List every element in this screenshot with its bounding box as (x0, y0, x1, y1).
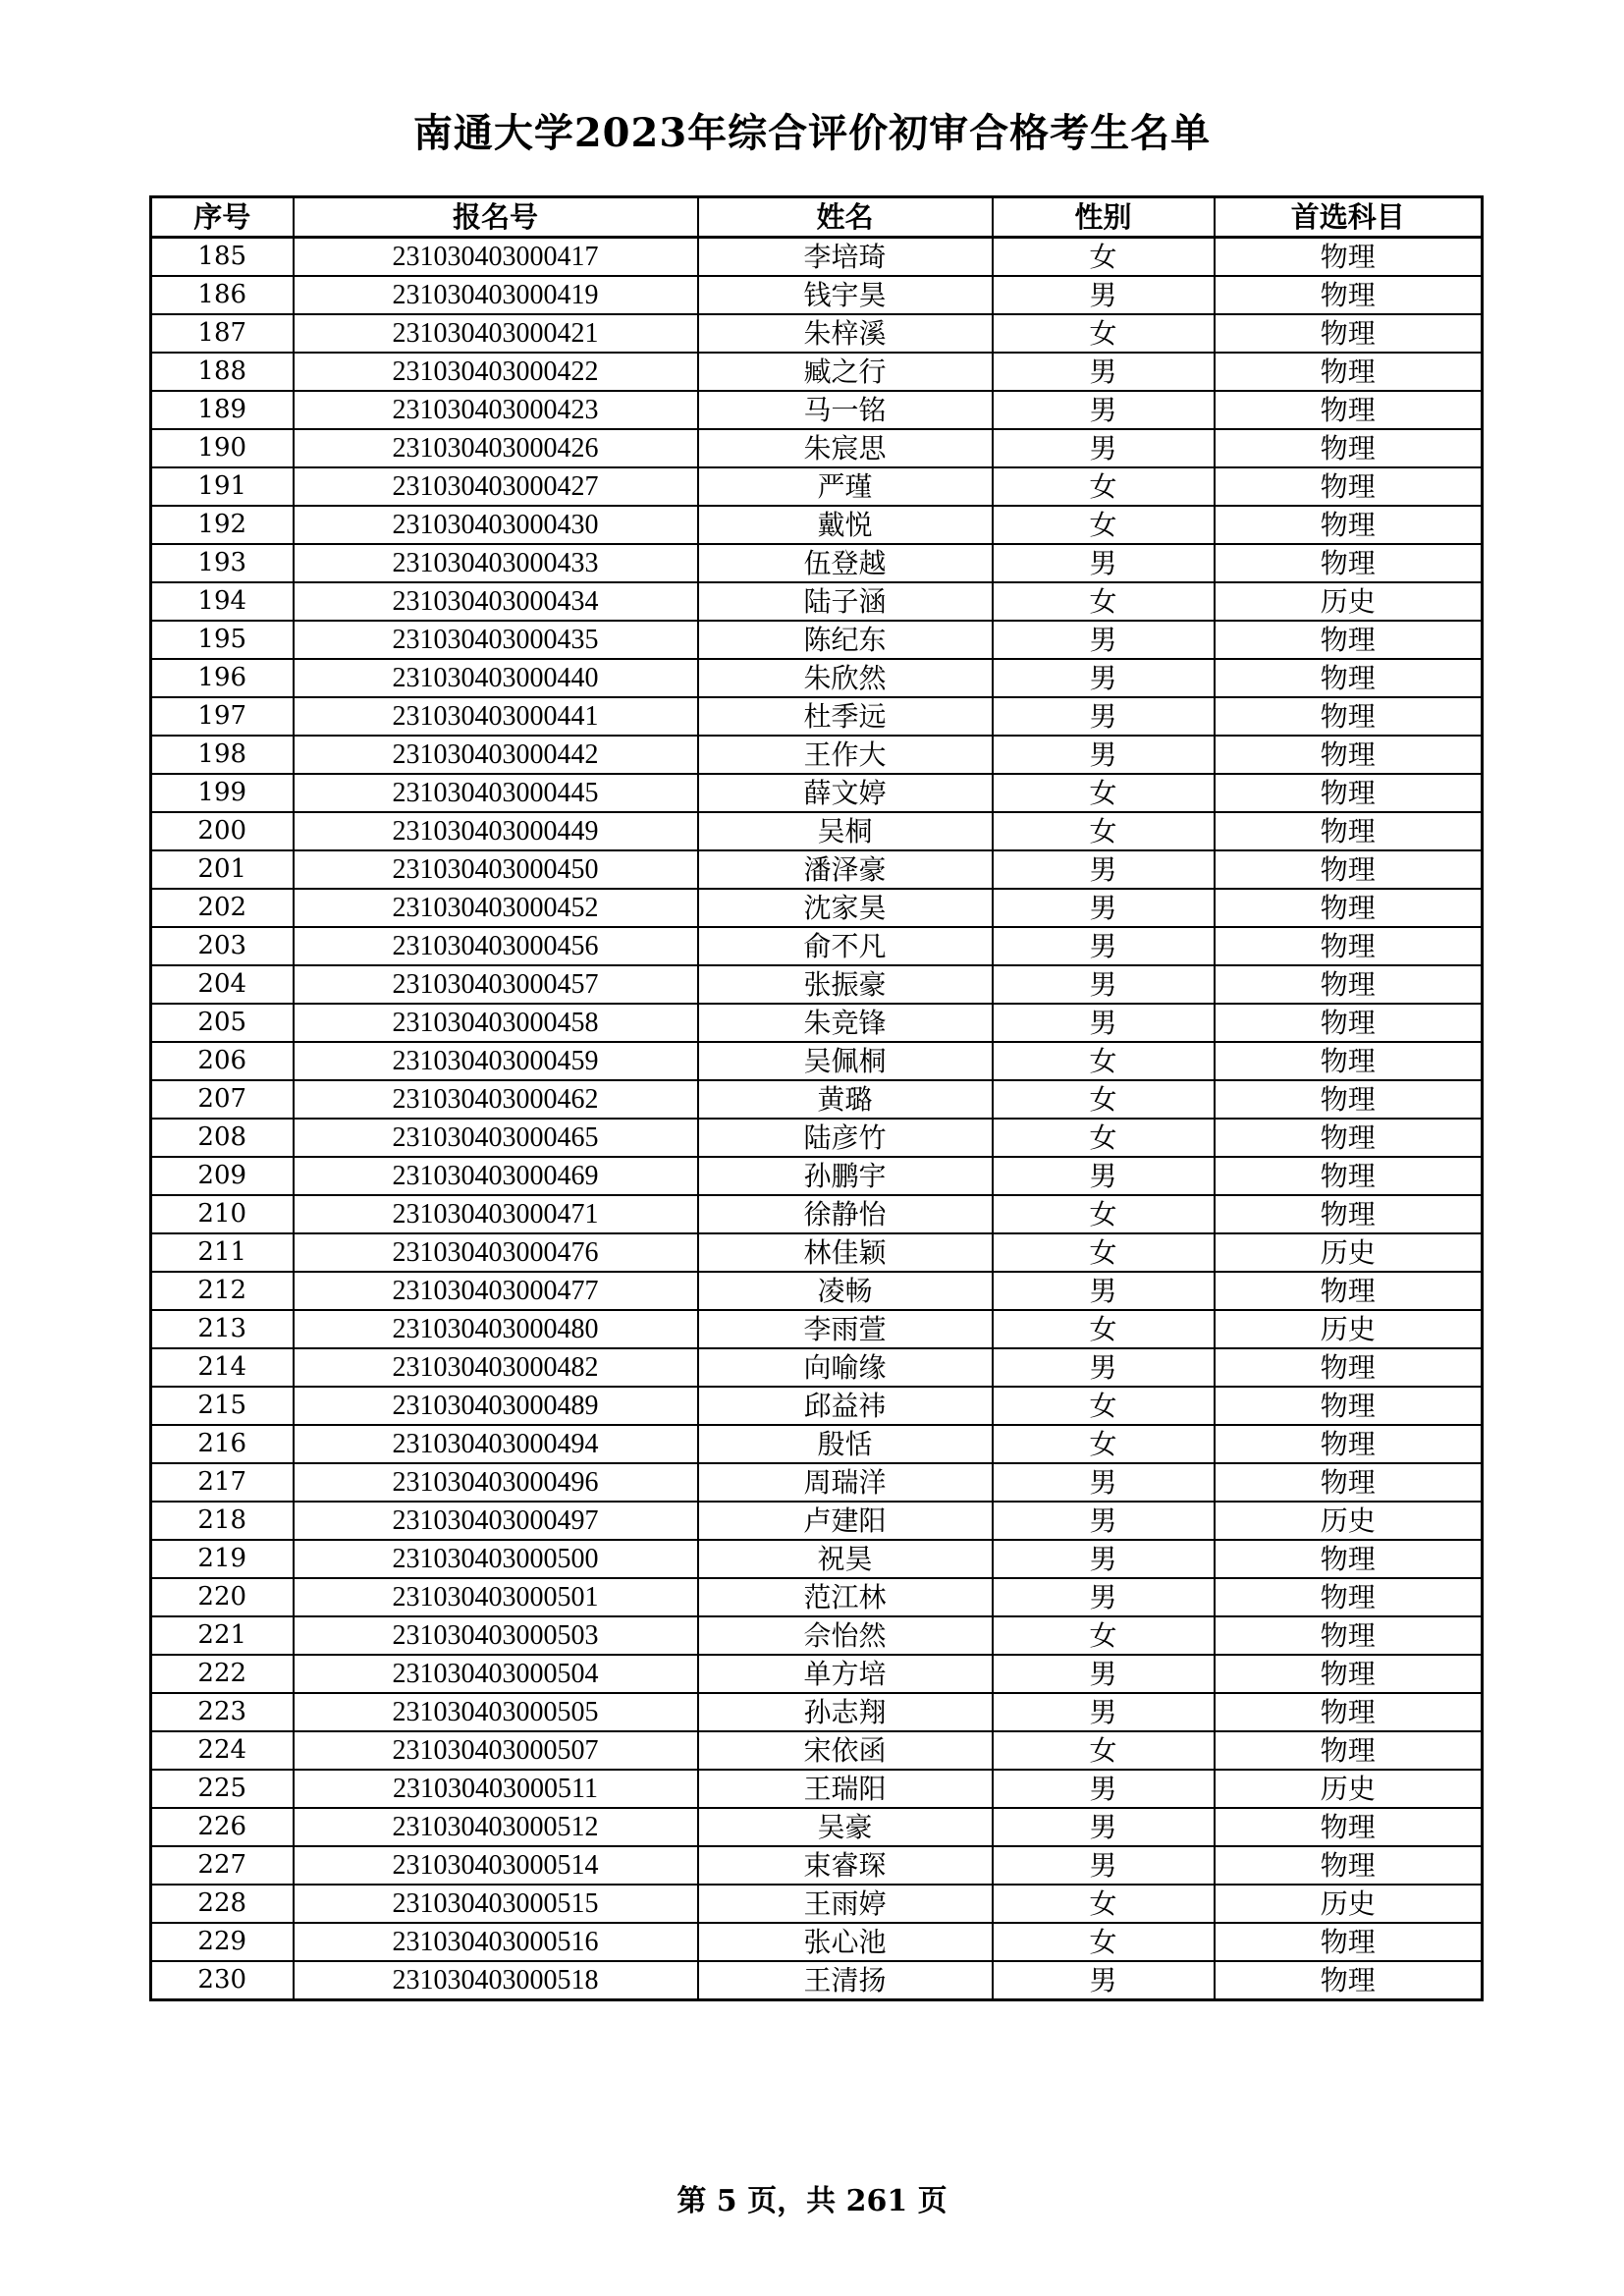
cell-subject: 物理 (1215, 467, 1483, 506)
cell-name: 凌畅 (698, 1272, 993, 1310)
cell-seq: 219 (151, 1540, 294, 1578)
cell-name: 朱梓溪 (698, 314, 993, 353)
cell-name: 朱宸思 (698, 429, 993, 467)
cell-subject: 物理 (1215, 1004, 1483, 1042)
cell-seq: 230 (151, 1961, 294, 2000)
cell-seq: 202 (151, 889, 294, 927)
cell-registration-number: 231030403000450 (294, 850, 698, 889)
cell-gender: 女 (993, 812, 1215, 850)
table-row (151, 1540, 1483, 1578)
cell-registration-number: 231030403000435 (294, 621, 698, 659)
cell-gender: 男 (993, 429, 1215, 467)
cell-seq: 215 (151, 1387, 294, 1425)
cell-name: 吴桐 (698, 812, 993, 850)
table-row (151, 1808, 1483, 1846)
cell-subject: 物理 (1215, 621, 1483, 659)
cell-subject: 物理 (1215, 391, 1483, 429)
cell-subject: 物理 (1215, 697, 1483, 736)
cell-name: 张心池 (698, 1923, 993, 1961)
cell-subject: 物理 (1215, 1157, 1483, 1195)
cell-name: 周瑞洋 (698, 1463, 993, 1502)
table-row (151, 965, 1483, 1004)
cell-subject: 物理 (1215, 353, 1483, 391)
cell-name: 薛文婷 (698, 774, 993, 812)
cell-name: 宋依函 (698, 1731, 993, 1770)
cell-gender: 男 (993, 391, 1215, 429)
cell-gender: 男 (993, 1502, 1215, 1540)
cell-seq: 198 (151, 736, 294, 774)
cell-gender: 男 (993, 736, 1215, 774)
cell-registration-number: 231030403000433 (294, 544, 698, 582)
header-name: 姓名 (698, 197, 993, 238)
cell-name: 张振豪 (698, 965, 993, 1004)
cell-subject: 物理 (1215, 1540, 1483, 1578)
cell-registration-number: 231030403000459 (294, 1042, 698, 1080)
table-body (151, 238, 1483, 2000)
cell-gender: 女 (993, 1195, 1215, 1233)
cell-subject: 物理 (1215, 1578, 1483, 1616)
cell-name: 范江林 (698, 1578, 993, 1616)
cell-gender: 男 (993, 1272, 1215, 1310)
cell-name: 李雨萱 (698, 1310, 993, 1348)
table-row (151, 1272, 1483, 1310)
cell-seq: 214 (151, 1348, 294, 1387)
table-row (151, 774, 1483, 812)
cell-registration-number: 231030403000516 (294, 1923, 698, 1961)
header-gender: 性别 (993, 197, 1215, 238)
cell-name: 向喻缘 (698, 1348, 993, 1387)
cell-gender: 男 (993, 1157, 1215, 1195)
cell-name: 孙志翔 (698, 1693, 993, 1731)
table-row (151, 1387, 1483, 1425)
page-footer: 第 5 页，共 261 页 (677, 2184, 947, 2218)
cell-subject: 物理 (1215, 774, 1483, 812)
cell-registration-number: 231030403000497 (294, 1502, 698, 1540)
cell-name: 卢建阳 (698, 1502, 993, 1540)
table-row (151, 1616, 1483, 1655)
cell-subject: 物理 (1215, 850, 1483, 889)
table-row (151, 1923, 1483, 1961)
cell-registration-number: 231030403000426 (294, 429, 698, 467)
cell-name: 束睿琛 (698, 1846, 993, 1885)
cell-seq: 203 (151, 927, 294, 965)
cell-name: 徐静怡 (698, 1195, 993, 1233)
cell-registration-number: 231030403000503 (294, 1616, 698, 1655)
cell-seq: 217 (151, 1463, 294, 1502)
table-row (151, 238, 1483, 277)
cell-seq: 186 (151, 276, 294, 314)
cell-gender: 男 (993, 544, 1215, 582)
cell-registration-number: 231030403000434 (294, 582, 698, 621)
cell-seq: 187 (151, 314, 294, 353)
cell-registration-number: 231030403000422 (294, 353, 698, 391)
cell-name: 孙鹏宇 (698, 1157, 993, 1195)
cell-seq: 201 (151, 850, 294, 889)
table-row (151, 353, 1483, 391)
cell-gender: 女 (993, 1923, 1215, 1961)
cell-seq: 188 (151, 353, 294, 391)
cell-registration-number: 231030403000430 (294, 506, 698, 544)
cell-gender: 女 (993, 1387, 1215, 1425)
candidate-table (149, 195, 1484, 2001)
cell-seq: 216 (151, 1425, 294, 1463)
cell-name: 吴佩桐 (698, 1042, 993, 1080)
header-seq: 序号 (151, 197, 294, 238)
cell-registration-number: 231030403000427 (294, 467, 698, 506)
cell-subject: 物理 (1215, 1693, 1483, 1731)
cell-subject: 物理 (1215, 736, 1483, 774)
cell-subject: 物理 (1215, 314, 1483, 353)
cell-registration-number: 231030403000500 (294, 1540, 698, 1578)
cell-subject: 物理 (1215, 544, 1483, 582)
cell-subject: 物理 (1215, 1272, 1483, 1310)
cell-subject: 物理 (1215, 1425, 1483, 1463)
cell-registration-number: 231030403000441 (294, 697, 698, 736)
table-row (151, 276, 1483, 314)
cell-subject: 物理 (1215, 1923, 1483, 1961)
cell-subject: 物理 (1215, 1655, 1483, 1693)
table-row (151, 850, 1483, 889)
cell-seq: 228 (151, 1885, 294, 1923)
table-row (151, 927, 1483, 965)
cell-gender: 女 (993, 1731, 1215, 1770)
cell-subject: 物理 (1215, 812, 1483, 850)
cell-gender: 男 (993, 353, 1215, 391)
cell-name: 戴悦 (698, 506, 993, 544)
cell-seq: 193 (151, 544, 294, 582)
cell-registration-number: 231030403000419 (294, 276, 698, 314)
cell-registration-number: 231030403000507 (294, 1731, 698, 1770)
cell-name: 臧之行 (698, 353, 993, 391)
cell-name: 林佳颖 (698, 1233, 993, 1272)
cell-seq: 204 (151, 965, 294, 1004)
cell-subject: 物理 (1215, 276, 1483, 314)
table-row (151, 544, 1483, 582)
cell-name: 王雨婷 (698, 1885, 993, 1923)
cell-name: 李培琦 (698, 238, 993, 277)
cell-seq: 196 (151, 659, 294, 697)
table-row (151, 1233, 1483, 1272)
cell-registration-number: 231030403000421 (294, 314, 698, 353)
table-row (151, 1961, 1483, 2000)
cell-gender: 男 (993, 1655, 1215, 1693)
cell-subject: 物理 (1215, 1042, 1483, 1080)
cell-seq: 210 (151, 1195, 294, 1233)
cell-name: 王清扬 (698, 1961, 993, 2000)
cell-gender: 男 (993, 850, 1215, 889)
cell-registration-number: 231030403000452 (294, 889, 698, 927)
cell-name: 陆彦竹 (698, 1119, 993, 1157)
table-row (151, 1770, 1483, 1808)
cell-registration-number: 231030403000471 (294, 1195, 698, 1233)
cell-seq: 226 (151, 1808, 294, 1846)
table-header-row (151, 197, 1483, 238)
cell-seq: 200 (151, 812, 294, 850)
cell-registration-number: 231030403000505 (294, 1693, 698, 1731)
cell-subject: 物理 (1215, 1961, 1483, 2000)
cell-subject: 物理 (1215, 506, 1483, 544)
cell-registration-number: 231030403000496 (294, 1463, 698, 1502)
table-row (151, 659, 1483, 697)
cell-name: 严瑾 (698, 467, 993, 506)
cell-gender: 男 (993, 621, 1215, 659)
cell-seq: 195 (151, 621, 294, 659)
table-row (151, 1502, 1483, 1540)
table-row (151, 621, 1483, 659)
cell-gender: 男 (993, 659, 1215, 697)
cell-seq: 221 (151, 1616, 294, 1655)
table-row (151, 1693, 1483, 1731)
cell-registration-number: 231030403000514 (294, 1846, 698, 1885)
cell-gender: 女 (993, 1616, 1215, 1655)
table-row (151, 812, 1483, 850)
cell-gender: 男 (993, 1961, 1215, 2000)
table-row (151, 1425, 1483, 1463)
cell-gender: 女 (993, 774, 1215, 812)
cell-gender: 男 (993, 697, 1215, 736)
cell-name: 佘怡然 (698, 1616, 993, 1655)
cell-seq: 223 (151, 1693, 294, 1731)
cell-seq: 197 (151, 697, 294, 736)
table-row (151, 1157, 1483, 1195)
cell-subject: 历史 (1215, 1885, 1483, 1923)
cell-subject: 物理 (1215, 1195, 1483, 1233)
cell-subject: 物理 (1215, 927, 1483, 965)
cell-gender: 男 (993, 1540, 1215, 1578)
cell-subject: 物理 (1215, 1616, 1483, 1655)
cell-subject: 历史 (1215, 582, 1483, 621)
cell-seq: 185 (151, 238, 294, 277)
cell-name: 王瑞阳 (698, 1770, 993, 1808)
cell-gender: 男 (993, 276, 1215, 314)
cell-gender: 男 (993, 965, 1215, 1004)
cell-subject: 物理 (1215, 1387, 1483, 1425)
cell-subject: 历史 (1215, 1770, 1483, 1808)
cell-subject: 历史 (1215, 1502, 1483, 1540)
cell-subject: 物理 (1215, 1846, 1483, 1885)
cell-subject: 物理 (1215, 429, 1483, 467)
cell-seq: 207 (151, 1080, 294, 1119)
cell-gender: 女 (993, 467, 1215, 506)
cell-seq: 205 (151, 1004, 294, 1042)
cell-registration-number: 231030403000480 (294, 1310, 698, 1348)
cell-gender: 女 (993, 1425, 1215, 1463)
table-row (151, 314, 1483, 353)
cell-seq: 208 (151, 1119, 294, 1157)
cell-gender: 女 (993, 1885, 1215, 1923)
header-subject: 首选科目 (1215, 197, 1483, 238)
table-row (151, 889, 1483, 927)
cell-registration-number: 231030403000465 (294, 1119, 698, 1157)
cell-registration-number: 231030403000440 (294, 659, 698, 697)
cell-seq: 222 (151, 1655, 294, 1693)
cell-gender: 男 (993, 1004, 1215, 1042)
cell-seq: 220 (151, 1578, 294, 1616)
cell-gender: 女 (993, 1119, 1215, 1157)
cell-gender: 女 (993, 1042, 1215, 1080)
cell-name: 陈纪东 (698, 621, 993, 659)
cell-name: 沈家昊 (698, 889, 993, 927)
cell-gender: 女 (993, 1233, 1215, 1272)
cell-name: 俞不凡 (698, 927, 993, 965)
cell-name: 钱宇昊 (698, 276, 993, 314)
table-row (151, 1119, 1483, 1157)
document-title: 南通大学2023年综合评价初审合格考生名单 (412, 110, 1212, 156)
header-registration-number: 报名号 (294, 197, 698, 238)
table-row (151, 429, 1483, 467)
table-row (151, 1846, 1483, 1885)
cell-seq: 190 (151, 429, 294, 467)
cell-gender: 男 (993, 1846, 1215, 1885)
cell-gender: 女 (993, 1080, 1215, 1119)
table-row (151, 1578, 1483, 1616)
cell-subject: 物理 (1215, 889, 1483, 927)
cell-seq: 225 (151, 1770, 294, 1808)
table-row (151, 1885, 1483, 1923)
cell-registration-number: 231030403000442 (294, 736, 698, 774)
cell-name: 祝昊 (698, 1540, 993, 1578)
cell-name: 陆子涵 (698, 582, 993, 621)
table-row (151, 1655, 1483, 1693)
cell-name: 杜季远 (698, 697, 993, 736)
cell-registration-number: 231030403000476 (294, 1233, 698, 1272)
cell-seq: 209 (151, 1157, 294, 1195)
cell-registration-number: 231030403000469 (294, 1157, 698, 1195)
cell-gender: 男 (993, 1770, 1215, 1808)
table-row (151, 1195, 1483, 1233)
cell-name: 朱竞锋 (698, 1004, 993, 1042)
cell-name: 吴豪 (698, 1808, 993, 1846)
cell-name: 伍登越 (698, 544, 993, 582)
cell-registration-number: 231030403000457 (294, 965, 698, 1004)
cell-gender: 男 (993, 1693, 1215, 1731)
cell-registration-number: 231030403000512 (294, 1808, 698, 1846)
table-row (151, 1004, 1483, 1042)
cell-subject: 物理 (1215, 1119, 1483, 1157)
table-row (151, 1463, 1483, 1502)
cell-subject: 物理 (1215, 965, 1483, 1004)
cell-name: 黄璐 (698, 1080, 993, 1119)
cell-name: 潘泽豪 (698, 850, 993, 889)
cell-registration-number: 231030403000423 (294, 391, 698, 429)
cell-registration-number: 231030403000477 (294, 1272, 698, 1310)
cell-seq: 192 (151, 506, 294, 544)
cell-subject: 物理 (1215, 238, 1483, 277)
cell-gender: 女 (993, 314, 1215, 353)
cell-registration-number: 231030403000482 (294, 1348, 698, 1387)
cell-seq: 199 (151, 774, 294, 812)
cell-seq: 191 (151, 467, 294, 506)
cell-subject: 物理 (1215, 1731, 1483, 1770)
cell-gender: 男 (993, 889, 1215, 927)
table-row (151, 736, 1483, 774)
cell-registration-number: 231030403000489 (294, 1387, 698, 1425)
cell-registration-number: 231030403000494 (294, 1425, 698, 1463)
cell-seq: 218 (151, 1502, 294, 1540)
cell-name: 殷恬 (698, 1425, 993, 1463)
cell-gender: 女 (993, 238, 1215, 277)
cell-seq: 194 (151, 582, 294, 621)
cell-registration-number: 231030403000511 (294, 1770, 698, 1808)
cell-gender: 男 (993, 927, 1215, 965)
cell-name: 朱欣然 (698, 659, 993, 697)
cell-gender: 男 (993, 1348, 1215, 1387)
table-row (151, 697, 1483, 736)
cell-registration-number: 231030403000458 (294, 1004, 698, 1042)
cell-name: 马一铭 (698, 391, 993, 429)
cell-gender: 男 (993, 1808, 1215, 1846)
cell-registration-number: 231030403000501 (294, 1578, 698, 1616)
cell-seq: 229 (151, 1923, 294, 1961)
cell-gender: 女 (993, 1310, 1215, 1348)
cell-registration-number: 231030403000518 (294, 1961, 698, 2000)
table-row (151, 391, 1483, 429)
cell-registration-number: 231030403000449 (294, 812, 698, 850)
cell-seq: 224 (151, 1731, 294, 1770)
table-row (151, 582, 1483, 621)
cell-subject: 物理 (1215, 1463, 1483, 1502)
cell-seq: 212 (151, 1272, 294, 1310)
table-row (151, 506, 1483, 544)
cell-name: 邱益祎 (698, 1387, 993, 1425)
table-row (151, 1080, 1483, 1119)
table-row (151, 1310, 1483, 1348)
cell-seq: 227 (151, 1846, 294, 1885)
cell-subject: 物理 (1215, 1080, 1483, 1119)
table-row (151, 1348, 1483, 1387)
cell-seq: 213 (151, 1310, 294, 1348)
cell-seq: 206 (151, 1042, 294, 1080)
cell-registration-number: 231030403000462 (294, 1080, 698, 1119)
cell-registration-number: 231030403000504 (294, 1655, 698, 1693)
cell-subject: 物理 (1215, 1348, 1483, 1387)
cell-gender: 女 (993, 582, 1215, 621)
cell-registration-number: 231030403000445 (294, 774, 698, 812)
table-row (151, 467, 1483, 506)
cell-gender: 男 (993, 1578, 1215, 1616)
cell-subject: 历史 (1215, 1310, 1483, 1348)
cell-name: 王作大 (698, 736, 993, 774)
cell-name: 单方培 (698, 1655, 993, 1693)
cell-registration-number: 231030403000456 (294, 927, 698, 965)
cell-seq: 211 (151, 1233, 294, 1272)
cell-seq: 189 (151, 391, 294, 429)
table-row (151, 1731, 1483, 1770)
cell-registration-number: 231030403000417 (294, 238, 698, 277)
cell-subject: 物理 (1215, 659, 1483, 697)
cell-registration-number: 231030403000515 (294, 1885, 698, 1923)
cell-gender: 女 (993, 506, 1215, 544)
cell-gender: 男 (993, 1463, 1215, 1502)
table-row (151, 1042, 1483, 1080)
cell-subject: 物理 (1215, 1808, 1483, 1846)
cell-subject: 历史 (1215, 1233, 1483, 1272)
